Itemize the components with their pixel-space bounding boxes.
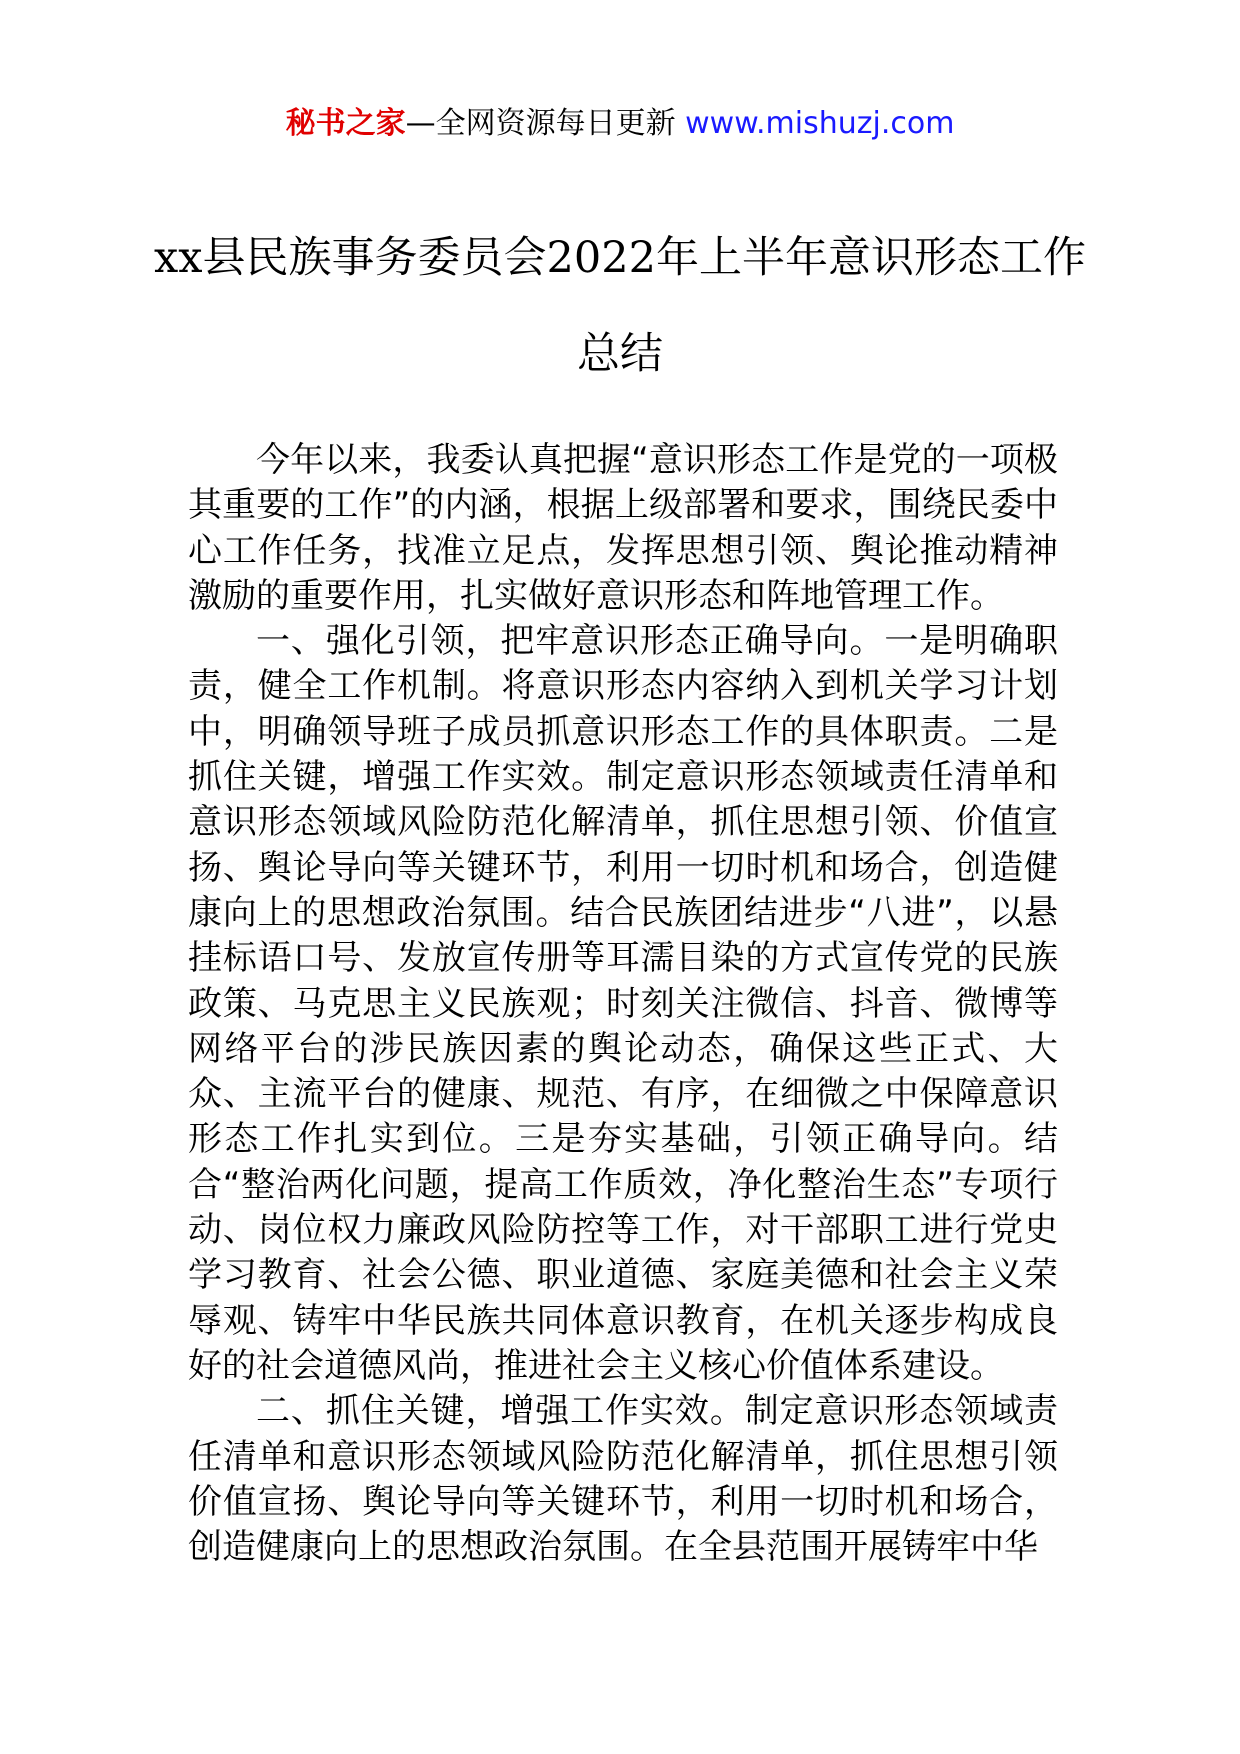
paragraph-section-1: 一、强化引领，把牢意识形态正确导向。一是明确职责，健全工作机制。将意识形态内容纳入到机关学习计划中，明确领导班子成员抓意识形态工作的具体职责。二是抓住关键，增强工作实效。制定意识形态领域责任清单和意识形态领域风险防范化解清单，抓住思想引领、价值宣扬、舆论导向等关键环节，利用一切时机和场合，创造健康向上的思想政治氛围。结合民族团结进步“八进”，以悬挂标语口号、发放宣传册等耳濡目染的方式宣传党的民族政策、马克思主义民族观；时刻关注微信、抖音、微博等网络平台的涉民族因素的舆论动态，确保这些正式、大众、主流平台的健康、规范、有序，在细微之中保障意识形态工作扎实到位。三是夯实基础，引领正确导向。结合“整治两化问题，提高工作质效，净化整治生态”专项行动、岗位权力廉政风险防控等工作，对干部职工进行党史学习教育、社会公德、职业道德、家庭美德和社会主义荣辱观、铸牢中华民族共同体意识教育，在机关逐步构成良好的社会道德风尚，推进社会主义核心价值体系建设。 <box>188 621 1058 1386</box>
site-brand: 秘书之家 <box>285 106 406 141</box>
paragraph-intro: 今年以来，我委认真把握“意识形态工作是党的一项极其重要的工作”的内涵，根据上级部署和要求，围绕民委中心工作任务，找准立足点，发挥思想引领、舆论推动精神激励的重要作用，扎实做好意识形态和阵地管理工作。 <box>188 440 1058 616</box>
document-body <box>188 438 1058 1570</box>
paragraph-section-2: 二、抓住关键，增强工作实效。制定意识形态领域责任清单和意识形态领域风险防范化解清单，抓住思想引领价值宣扬、舆论导向等关键环节，利用一切时机和场合，创造健康向上的思想政治氛围。在全县范围开展铸牢中华 <box>188 1391 1058 1568</box>
document-title: xx县民族事务委员会2022年上半年意识形态工作总结 <box>154 233 1086 379</box>
site-header <box>0 100 1240 148</box>
site-tagline: —全网资源每日更新 <box>405 106 676 141</box>
site-url-link[interactable]: www.mishuzj.com <box>685 106 955 141</box>
